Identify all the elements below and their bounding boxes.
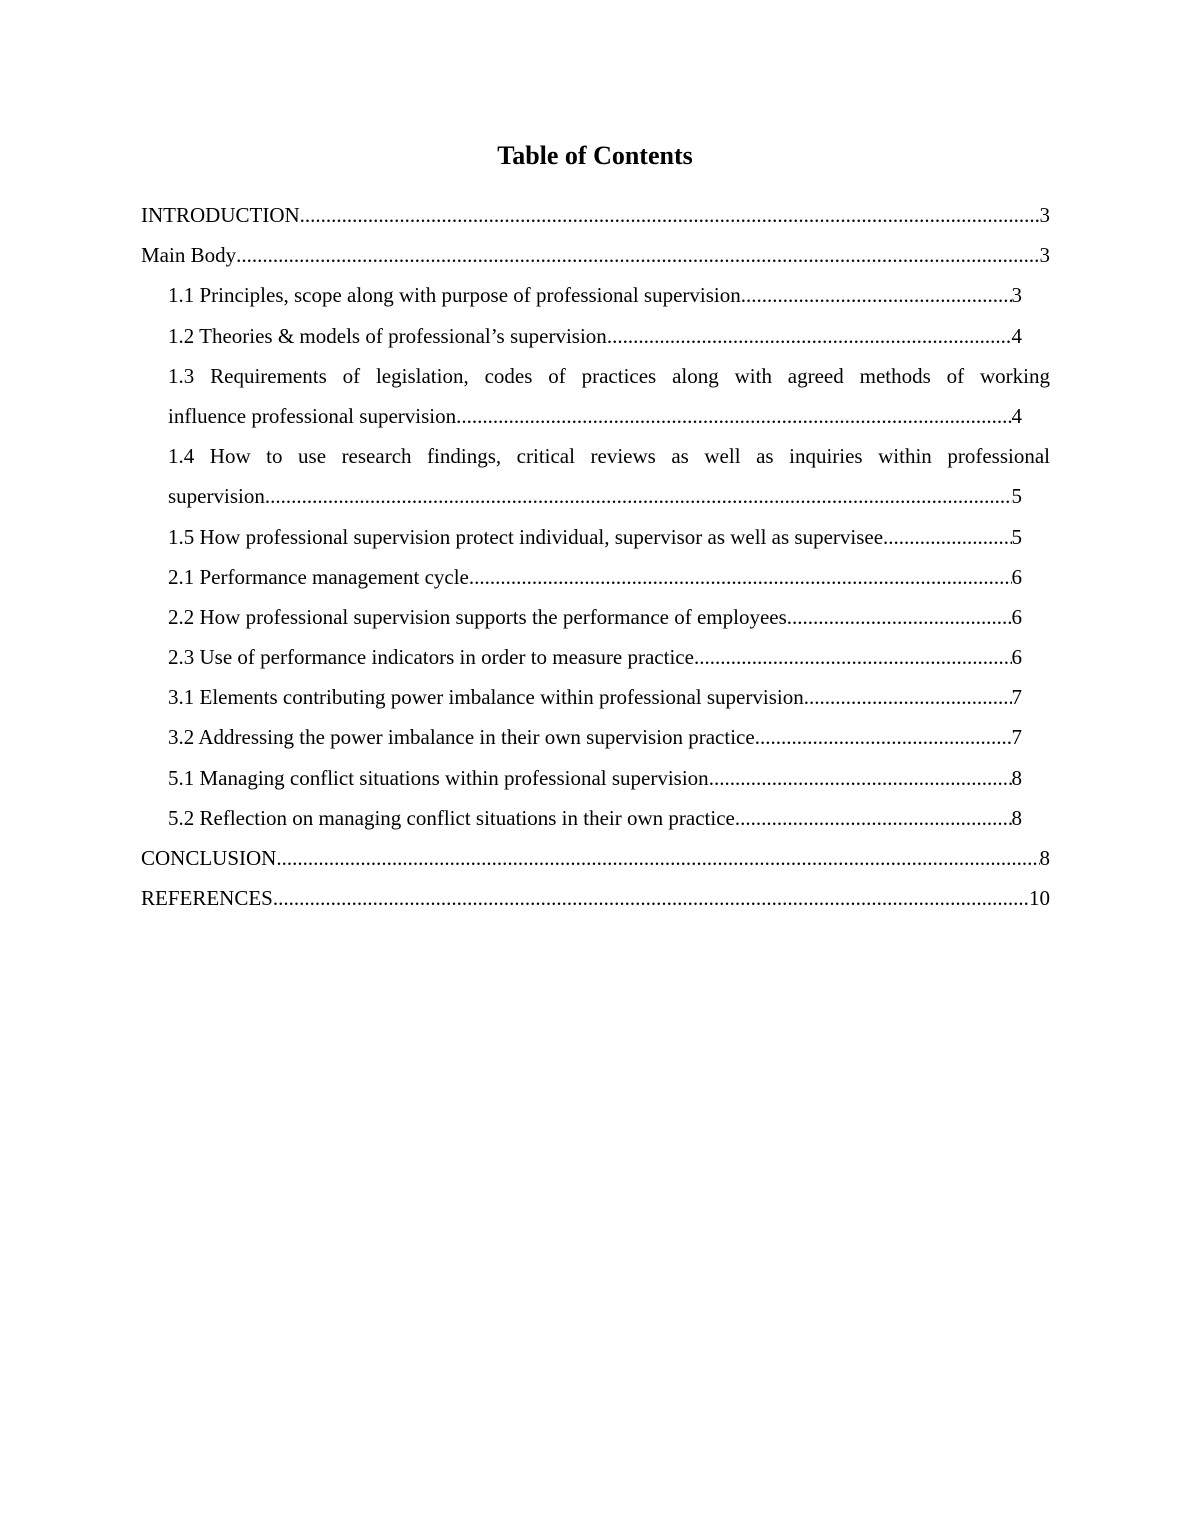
- dot-leader: [273, 878, 1029, 918]
- toc-entry-1-5[interactable]: [168, 517, 1022, 557]
- toc-page-number: 8: [1011, 765, 1022, 790]
- toc-entry-text: 5.2 Reflection on managing conflict situations in their own practice: [168, 805, 735, 830]
- toc-page-number: 7: [1011, 685, 1022, 710]
- toc-entry-text: REFERENCES: [141, 886, 273, 911]
- toc-entry-1-4[interactable]: [168, 436, 1050, 516]
- toc-entry-text: 5.1 Managing conflict situations within professional supervision: [168, 765, 709, 790]
- toc-entry-5-2[interactable]: [168, 798, 1022, 838]
- toc-entry-text: 3.1 Elements contributing power imbalance within professional supervision: [168, 685, 804, 710]
- toc-page-number: 7: [1011, 725, 1022, 750]
- toc-entry-text: 2.3 Use of performance indicators in order to measure practice: [168, 645, 694, 670]
- dot-leader: [607, 316, 1012, 356]
- toc-page-number: 6: [1011, 645, 1022, 670]
- dot-leader: [265, 476, 1012, 516]
- toc-page-number: 6: [1011, 564, 1022, 589]
- toc-entry-1-1[interactable]: [168, 275, 1022, 315]
- toc-entry-line-2: [168, 396, 1022, 436]
- dot-leader: [804, 677, 1012, 717]
- toc-entry-5-1[interactable]: [168, 758, 1022, 798]
- dot-leader: [741, 275, 1012, 315]
- toc-entry-2-1[interactable]: [168, 557, 1022, 597]
- toc-entry-3-1[interactable]: [168, 677, 1022, 717]
- dot-leader: [694, 637, 1012, 677]
- toc-page-number: 5: [1011, 524, 1022, 549]
- toc-page-number: 5: [1011, 484, 1022, 509]
- toc-entry-text: 3.2 Addressing the power imbalance in their own supervision practice: [168, 725, 755, 750]
- toc-page-number: 8: [1011, 805, 1022, 830]
- toc-page-number: 3: [1039, 243, 1050, 268]
- dot-leader: [735, 798, 1012, 838]
- toc-page-number: 6: [1011, 604, 1022, 629]
- toc-page-number: 8: [1039, 846, 1050, 870]
- toc-entry-2-3[interactable]: [168, 637, 1022, 677]
- dot-leader: [236, 235, 1039, 275]
- dot-leader: [276, 838, 1039, 878]
- toc-page-number: 3: [1039, 203, 1050, 227]
- dot-leader: [300, 195, 1040, 235]
- toc-entry-text-line-1: 1.4 How to use research findings, critical reviews as well as inquiries within professional: [168, 444, 1050, 469]
- toc-entry-1-2[interactable]: [168, 316, 1022, 356]
- toc-page-number: 4: [1011, 403, 1022, 428]
- dot-leader: [787, 597, 1012, 637]
- dot-leader: [469, 557, 1012, 597]
- toc-entry-text: CONCLUSION: [141, 846, 277, 870]
- toc-entry-1-3[interactable]: [168, 356, 1050, 436]
- toc-entry-introduction[interactable]: [141, 195, 1050, 235]
- toc-entry-text: 1.1 Principles, scope along with purpose of professional supervision: [168, 283, 741, 308]
- toc-entry-text: INTRODUCTION: [141, 203, 300, 227]
- toc-entry-references[interactable]: [141, 878, 1050, 918]
- toc-entry-text: 1.2 Theories & models of professional’s supervision: [168, 323, 607, 348]
- dot-leader: [755, 717, 1012, 757]
- toc-entry-text: Main Body: [141, 243, 237, 268]
- dot-leader: [456, 396, 1011, 436]
- toc-page-number: 10: [1029, 886, 1050, 911]
- toc-entry-text: 1.5 How professional supervision protect individual, supervisor as well as supervisee: [168, 524, 884, 549]
- dot-leader: [883, 517, 1011, 557]
- toc-entry-text-line-2: influence professional supervision: [168, 403, 457, 428]
- dot-leader: [709, 758, 1012, 798]
- toc-list: [141, 195, 1050, 918]
- toc-entry-text-line-2: supervision: [168, 484, 265, 509]
- toc-title: Table of Contents: [497, 141, 693, 170]
- toc-entry-text: 2.2 How professional supervision supports the performance of employees: [168, 604, 787, 629]
- toc-entry-conclusion[interactable]: [141, 838, 1050, 878]
- toc-entry-text-line-1: 1.3 Requirements of legislation, codes of practices along with agreed methods of working: [168, 363, 1050, 388]
- toc-page-number: 3: [1011, 283, 1022, 308]
- toc-entry-2-2[interactable]: [168, 597, 1022, 637]
- toc-entry-main-body[interactable]: [141, 235, 1050, 275]
- toc-entry-line-2: [168, 476, 1022, 516]
- toc-entry-text: 2.1 Performance management cycle: [168, 564, 469, 589]
- toc-entry-3-2[interactable]: [168, 717, 1022, 757]
- toc-page-number: 4: [1011, 323, 1022, 348]
